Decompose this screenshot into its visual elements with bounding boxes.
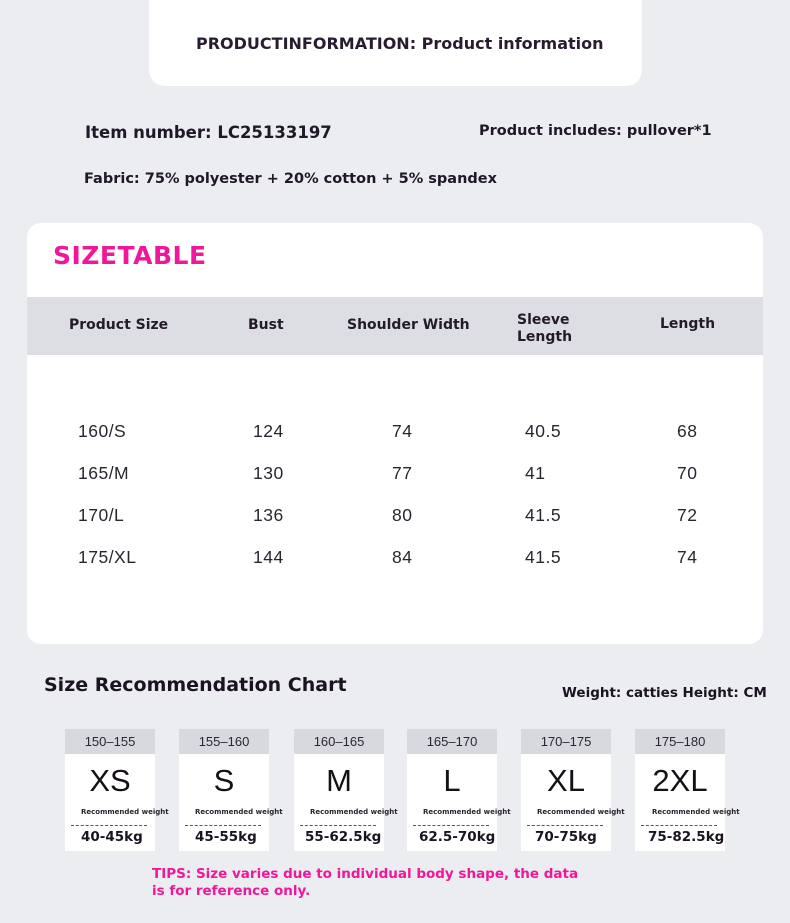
table-row	[27, 463, 763, 493]
header-sleeve-length: Sleeve Length	[517, 312, 573, 345]
cell-size: 160/S	[78, 421, 127, 441]
size-table-title: SIZETABLE	[53, 241, 207, 270]
cell-sleeve: 41.5	[525, 547, 562, 567]
size-recommendation-2xl	[635, 729, 740, 851]
cell-sleeve: 40.5	[525, 421, 562, 441]
size-recommendation-xs	[65, 729, 169, 851]
size-recommendation-title: Size Recommendation Chart	[44, 674, 347, 696]
cell-shoulder: 84	[392, 547, 413, 567]
tips-note: TIPS: Size varies due to individual body shape, the data is for reference only.	[152, 866, 579, 899]
cell-sleeve: 41	[525, 463, 546, 483]
recommended-weight-label: Recommended weight	[423, 808, 511, 816]
fabric-composition: Fabric: 75% polyester + 20% cotton + 5% spandex	[84, 171, 497, 187]
size-recommendation-s	[179, 729, 283, 851]
size-label: M	[326, 763, 352, 798]
recommended-weight-label: Recommended weight	[537, 808, 625, 816]
height-range: 175–180	[635, 729, 725, 754]
weight-range: 55-62.5kg	[305, 829, 382, 845]
product-information-card	[149, 0, 642, 86]
header-length: Length	[660, 316, 716, 332]
cell-sleeve: 41.5	[525, 505, 562, 525]
cell-shoulder: 77	[392, 463, 413, 483]
recommended-weight-label: Recommended weight	[81, 808, 169, 816]
header-bust: Bust	[248, 317, 284, 333]
size-label: XS	[89, 763, 131, 798]
header-shoulder-width: Shoulder Width	[347, 317, 470, 333]
divider	[527, 825, 603, 826]
cell-size: 165/M	[78, 463, 130, 483]
size-label: 2XL	[652, 763, 708, 798]
product-includes: Product includes: pullover*1	[479, 123, 712, 139]
divider	[641, 825, 717, 826]
recommended-weight-label: Recommended weight	[310, 808, 398, 816]
weight-range: 40-45kg	[81, 829, 143, 845]
cell-size: 175/XL	[78, 547, 137, 567]
height-range: 155–160	[179, 729, 269, 754]
table-row	[27, 505, 763, 535]
height-range: 165–170	[407, 729, 497, 754]
cell-bust: 144	[253, 547, 284, 567]
table-row	[27, 547, 763, 577]
cell-length: 68	[677, 421, 698, 441]
size-label: L	[443, 763, 461, 798]
units-note: Weight: catties Height: CM	[562, 685, 767, 701]
recommended-weight-label: Recommended weight	[652, 808, 740, 816]
size-label: XL	[547, 763, 585, 798]
size-table-card	[27, 223, 763, 644]
weight-range: 62.5-70kg	[419, 829, 496, 845]
item-number: Item number: LC25133197	[85, 123, 332, 142]
divider	[413, 825, 489, 826]
divider	[185, 825, 261, 826]
cell-length: 74	[677, 547, 698, 567]
cell-bust: 130	[253, 463, 284, 483]
size-recommendation-m	[294, 729, 398, 851]
cell-bust: 136	[253, 505, 284, 525]
size-recommendation-xl	[521, 729, 625, 851]
height-range: 160–165	[294, 729, 384, 754]
size-recommendation-l	[407, 729, 511, 851]
cell-bust: 124	[253, 421, 284, 441]
height-range: 150–155	[65, 729, 155, 754]
cell-length: 70	[677, 463, 698, 483]
weight-range: 75-82.5kg	[648, 829, 725, 845]
divider	[300, 825, 376, 826]
cell-size: 170/L	[78, 505, 125, 525]
weight-range: 45-55kg	[195, 829, 257, 845]
table-row	[27, 421, 763, 451]
weight-range: 70-75kg	[535, 829, 597, 845]
size-table-header	[27, 297, 763, 355]
header-product-size: Product Size	[69, 317, 169, 333]
product-information-heading: PRODUCTINFORMATION: Product information	[196, 34, 604, 53]
divider	[71, 825, 147, 826]
height-range: 170–175	[521, 729, 611, 754]
cell-shoulder: 80	[392, 505, 413, 525]
recommended-weight-label: Recommended weight	[195, 808, 283, 816]
cell-shoulder: 74	[392, 421, 413, 441]
size-label: S	[213, 763, 235, 798]
cell-length: 72	[677, 505, 698, 525]
